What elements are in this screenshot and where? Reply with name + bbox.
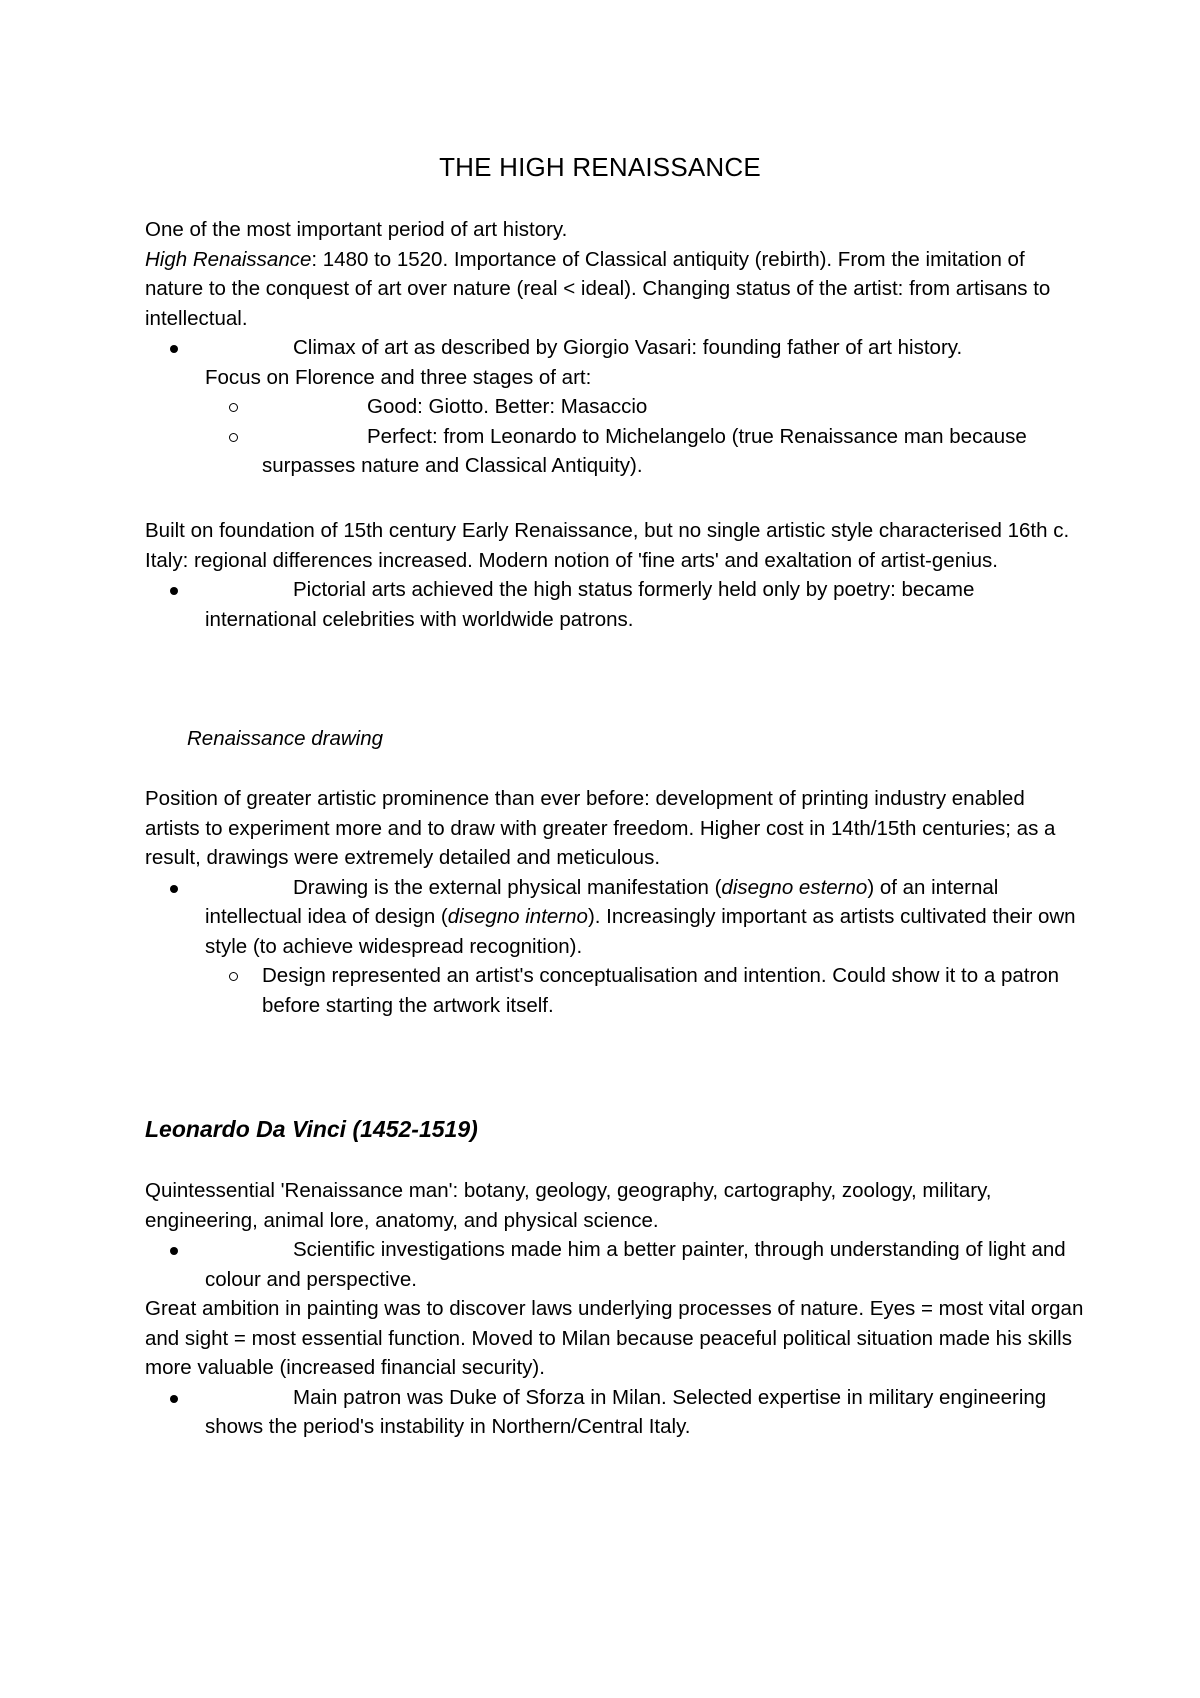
bullet-icon: [170, 587, 178, 595]
high-renaissance-text: : 1480 to 1520. Importance of Classical antiquity (rebirth). From the imitation of nature to the conquest of art over nature (real < ideal). Changing status of the artist: from artisans to intellectual.: [145, 247, 1051, 330]
list-item: [145, 873, 1085, 962]
bullet-icon: [170, 885, 178, 893]
list-item: [145, 575, 1085, 634]
bullet-text: Scientific investigations made him a better painter, through understanding of light and colour and perspective.: [205, 1238, 1066, 1291]
drawing-paragraph: Position of greater artistic prominence than ever before: development of printing industry enabled artists to experiment more and to draw with greater freedom. Higher cost in 14th/15th centuries; as a result, drawings were extremely detailed and meticulous.: [145, 787, 1056, 869]
bullet-icon: [170, 1247, 178, 1255]
bullet-text: Pictorial arts achieved the high status formerly held only by poetry: became international celebrities with worldwide patrons.: [205, 578, 975, 631]
bullet-icon: [170, 1395, 178, 1403]
list-item: [145, 961, 1085, 1020]
leonardo-paragraph: Great ambition in painting was to discover laws underlying processes of nature. Eyes = most vital organ and sight = most essential function. Moved to Milan because peaceful political situation made his skills more valuable (increased financial security).: [145, 1297, 1084, 1379]
list-item: [145, 422, 1085, 481]
leonardo-heading: Leonardo Da Vinci (1452-1519): [145, 1116, 478, 1142]
sub-bullet-text: Perfect: from Leonardo to Michelangelo (true Renaissance man because surpasses nature and Classical Antiquity).: [262, 424, 1027, 477]
list-item: [145, 1383, 1085, 1442]
high-renaissance-label: High Renaissance: [145, 247, 312, 271]
drawing-section: [145, 784, 1085, 1020]
list-item: [145, 1235, 1085, 1294]
circle-bullet-icon: [229, 433, 238, 442]
circle-bullet-icon: [229, 403, 238, 412]
bullet-continuation: Focus on Florence and three stages of art:: [205, 365, 592, 389]
list-item: [145, 333, 1085, 392]
bullet-text: Drawing is the external physical manifestation (disegno esterno) of an internal intellectual idea of design (disegno interno). Increasingly important as artists cultivated their own style (to achieve widespread recognition).: [205, 875, 1076, 958]
page-title: THE HIGH RENAISSANCE: [439, 152, 761, 182]
sub-bullet-text: Good: Giotto. Better: Masaccio: [367, 395, 648, 418]
intro-line: One of the most important period of art history.: [145, 218, 568, 241]
bullet-icon: [170, 345, 178, 353]
circle-bullet-icon: [229, 972, 238, 981]
intro-section: [145, 215, 1085, 481]
leonardo-section: [145, 1176, 1085, 1442]
foundation-paragraph: Built on foundation of 15th century Early Renaissance, but no single artistic style characterised 16th c. Italy: regional differences increased. Modern notion of 'fine arts' and exaltation of artist-genius.: [145, 519, 1070, 572]
sub-bullet-text: Design represented an artist's conceptualisation and intention. Could show it to a patron before starting the artwork itself.: [262, 964, 1060, 1017]
intro-paragraph: [145, 245, 1085, 334]
list-item: [145, 392, 1085, 422]
foundation-section: [145, 516, 1085, 634]
leonardo-paragraph: Quintessential 'Renaissance man': botany, geology, geography, cartography, zoology, military, engineering, animal lore, anatomy, and physical science.: [145, 1179, 992, 1232]
section-subheading: Renaissance drawing: [187, 727, 384, 750]
bullet-text: Main patron was Duke of Sforza in Milan. Selected expertise in military engineering shows the period's instability in Northern/Central Italy.: [205, 1385, 1047, 1438]
bullet-text: Climax of art as described by Giorgio Vasari: founding father of art history.: [293, 336, 963, 359]
